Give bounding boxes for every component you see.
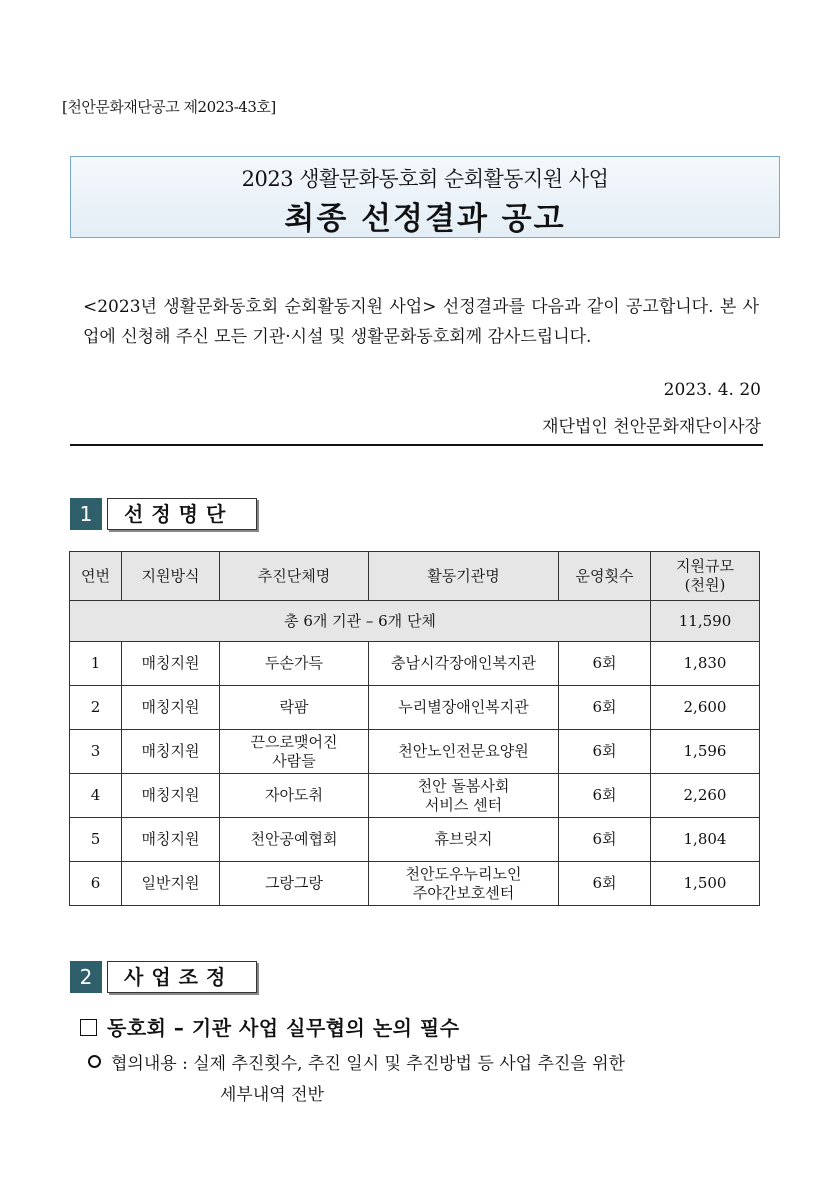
- section-1-number: 1: [70, 498, 102, 530]
- cell-institution: 천안도우누리노인 주야간보호센터: [369, 862, 559, 906]
- cell-institution: 천안노인전문요양원: [369, 730, 559, 774]
- title-box: [70, 156, 780, 238]
- cell-no: 5: [70, 818, 122, 862]
- divider: [70, 444, 763, 446]
- cell-sessions: 6회: [559, 686, 651, 730]
- sub-item: [88, 1049, 625, 1074]
- cell-amount: 2,600: [651, 686, 760, 730]
- table-row: [70, 642, 760, 686]
- sub-item-continuation: 세부내역 전반: [220, 1085, 324, 1105]
- cell-support-type: 매칭지원: [122, 774, 220, 818]
- table-total-row: [70, 601, 760, 642]
- cell-sessions: 6회: [559, 818, 651, 862]
- item-heading-text: 동호회 – 기관 사업 실무협의 논의 필수: [107, 1016, 460, 1040]
- checkbox-icon: [80, 1019, 97, 1036]
- selection-table: [69, 551, 760, 906]
- cell-support-type: 매칭지원: [122, 730, 220, 774]
- cell-group-name: 천안공예협회: [220, 818, 369, 862]
- header-group-name: 추진단체명: [220, 552, 369, 601]
- header-amount: 지원규모 (천원): [651, 552, 760, 601]
- cell-group-name: 자아도취: [220, 774, 369, 818]
- cell-no: 6: [70, 862, 122, 906]
- total-value: 11,590: [651, 601, 760, 642]
- announcement-reference: [천안문화재단공고 제2023-43호]: [62, 98, 276, 116]
- header-sessions: 운영횟수: [559, 552, 651, 601]
- cell-no: 4: [70, 774, 122, 818]
- table-row: [70, 730, 760, 774]
- cell-sessions: 6회: [559, 642, 651, 686]
- announcement-body: <2023년 생활문화동호회 순회활동지원 사업> 선정결과를 다음과 같이 공고합니다. 본 사업에 신청해 주신 모든 기관·시설 및 생활문화동호회께 감사드립니다.: [83, 297, 759, 347]
- cell-no: 1: [70, 642, 122, 686]
- cell-group-name: 락팜: [220, 686, 369, 730]
- circle-bullet-icon: [88, 1055, 101, 1068]
- issuer: 재단법인 천안문화재단이사장: [542, 417, 761, 437]
- cell-support-type: 매칭지원: [122, 686, 220, 730]
- cell-support-type: 매칭지원: [122, 642, 220, 686]
- cell-no: 2: [70, 686, 122, 730]
- cell-support-type: 일반지원: [122, 862, 220, 906]
- cell-no: 3: [70, 730, 122, 774]
- header-support-type: 지원방식: [122, 552, 220, 601]
- table-header-row: [70, 552, 760, 601]
- cell-sessions: 6회: [559, 774, 651, 818]
- table-row: [70, 774, 760, 818]
- cell-institution: 누리별장애인복지관: [369, 686, 559, 730]
- cell-support-type: 매칭지원: [122, 818, 220, 862]
- section-1-title: 선정명단: [107, 498, 257, 530]
- cell-institution: 휴브릿지: [369, 818, 559, 862]
- cell-institution: 천안 돌봄사회 서비스 센터: [369, 774, 559, 818]
- cell-amount: 1,500: [651, 862, 760, 906]
- item-heading: [80, 1012, 460, 1041]
- title-line-2: 최종 선정결과 공고: [284, 201, 566, 237]
- announcement-date: 2023. 4. 20: [663, 380, 761, 400]
- total-label: 총 6개 기관 – 6개 단체: [70, 601, 651, 642]
- cell-group-name: 그랑그랑: [220, 862, 369, 906]
- sub-item-text: 협의내용 : 실제 추진횟수, 추진 일시 및 추진방법 등 사업 추진을 위한: [111, 1054, 625, 1074]
- section-2-number: 2: [70, 961, 102, 993]
- cell-amount: 2,260: [651, 774, 760, 818]
- cell-group-name: 두손가득: [220, 642, 369, 686]
- cell-sessions: 6회: [559, 862, 651, 906]
- title-line-1: 2023 생활문화동호회 순회활동지원 사업: [241, 167, 609, 191]
- cell-amount: 1,830: [651, 642, 760, 686]
- header-no: 연번: [70, 552, 122, 601]
- section-2-title: 사업조정: [107, 961, 257, 993]
- table-row: [70, 818, 760, 862]
- cell-amount: 1,804: [651, 818, 760, 862]
- cell-group-name: 끈으로맺어진 사람들: [220, 730, 369, 774]
- table-row: [70, 686, 760, 730]
- table-row: [70, 862, 760, 906]
- cell-institution: 충남시각장애인복지관: [369, 642, 559, 686]
- header-institution: 활동기관명: [369, 552, 559, 601]
- cell-amount: 1,596: [651, 730, 760, 774]
- cell-sessions: 6회: [559, 730, 651, 774]
